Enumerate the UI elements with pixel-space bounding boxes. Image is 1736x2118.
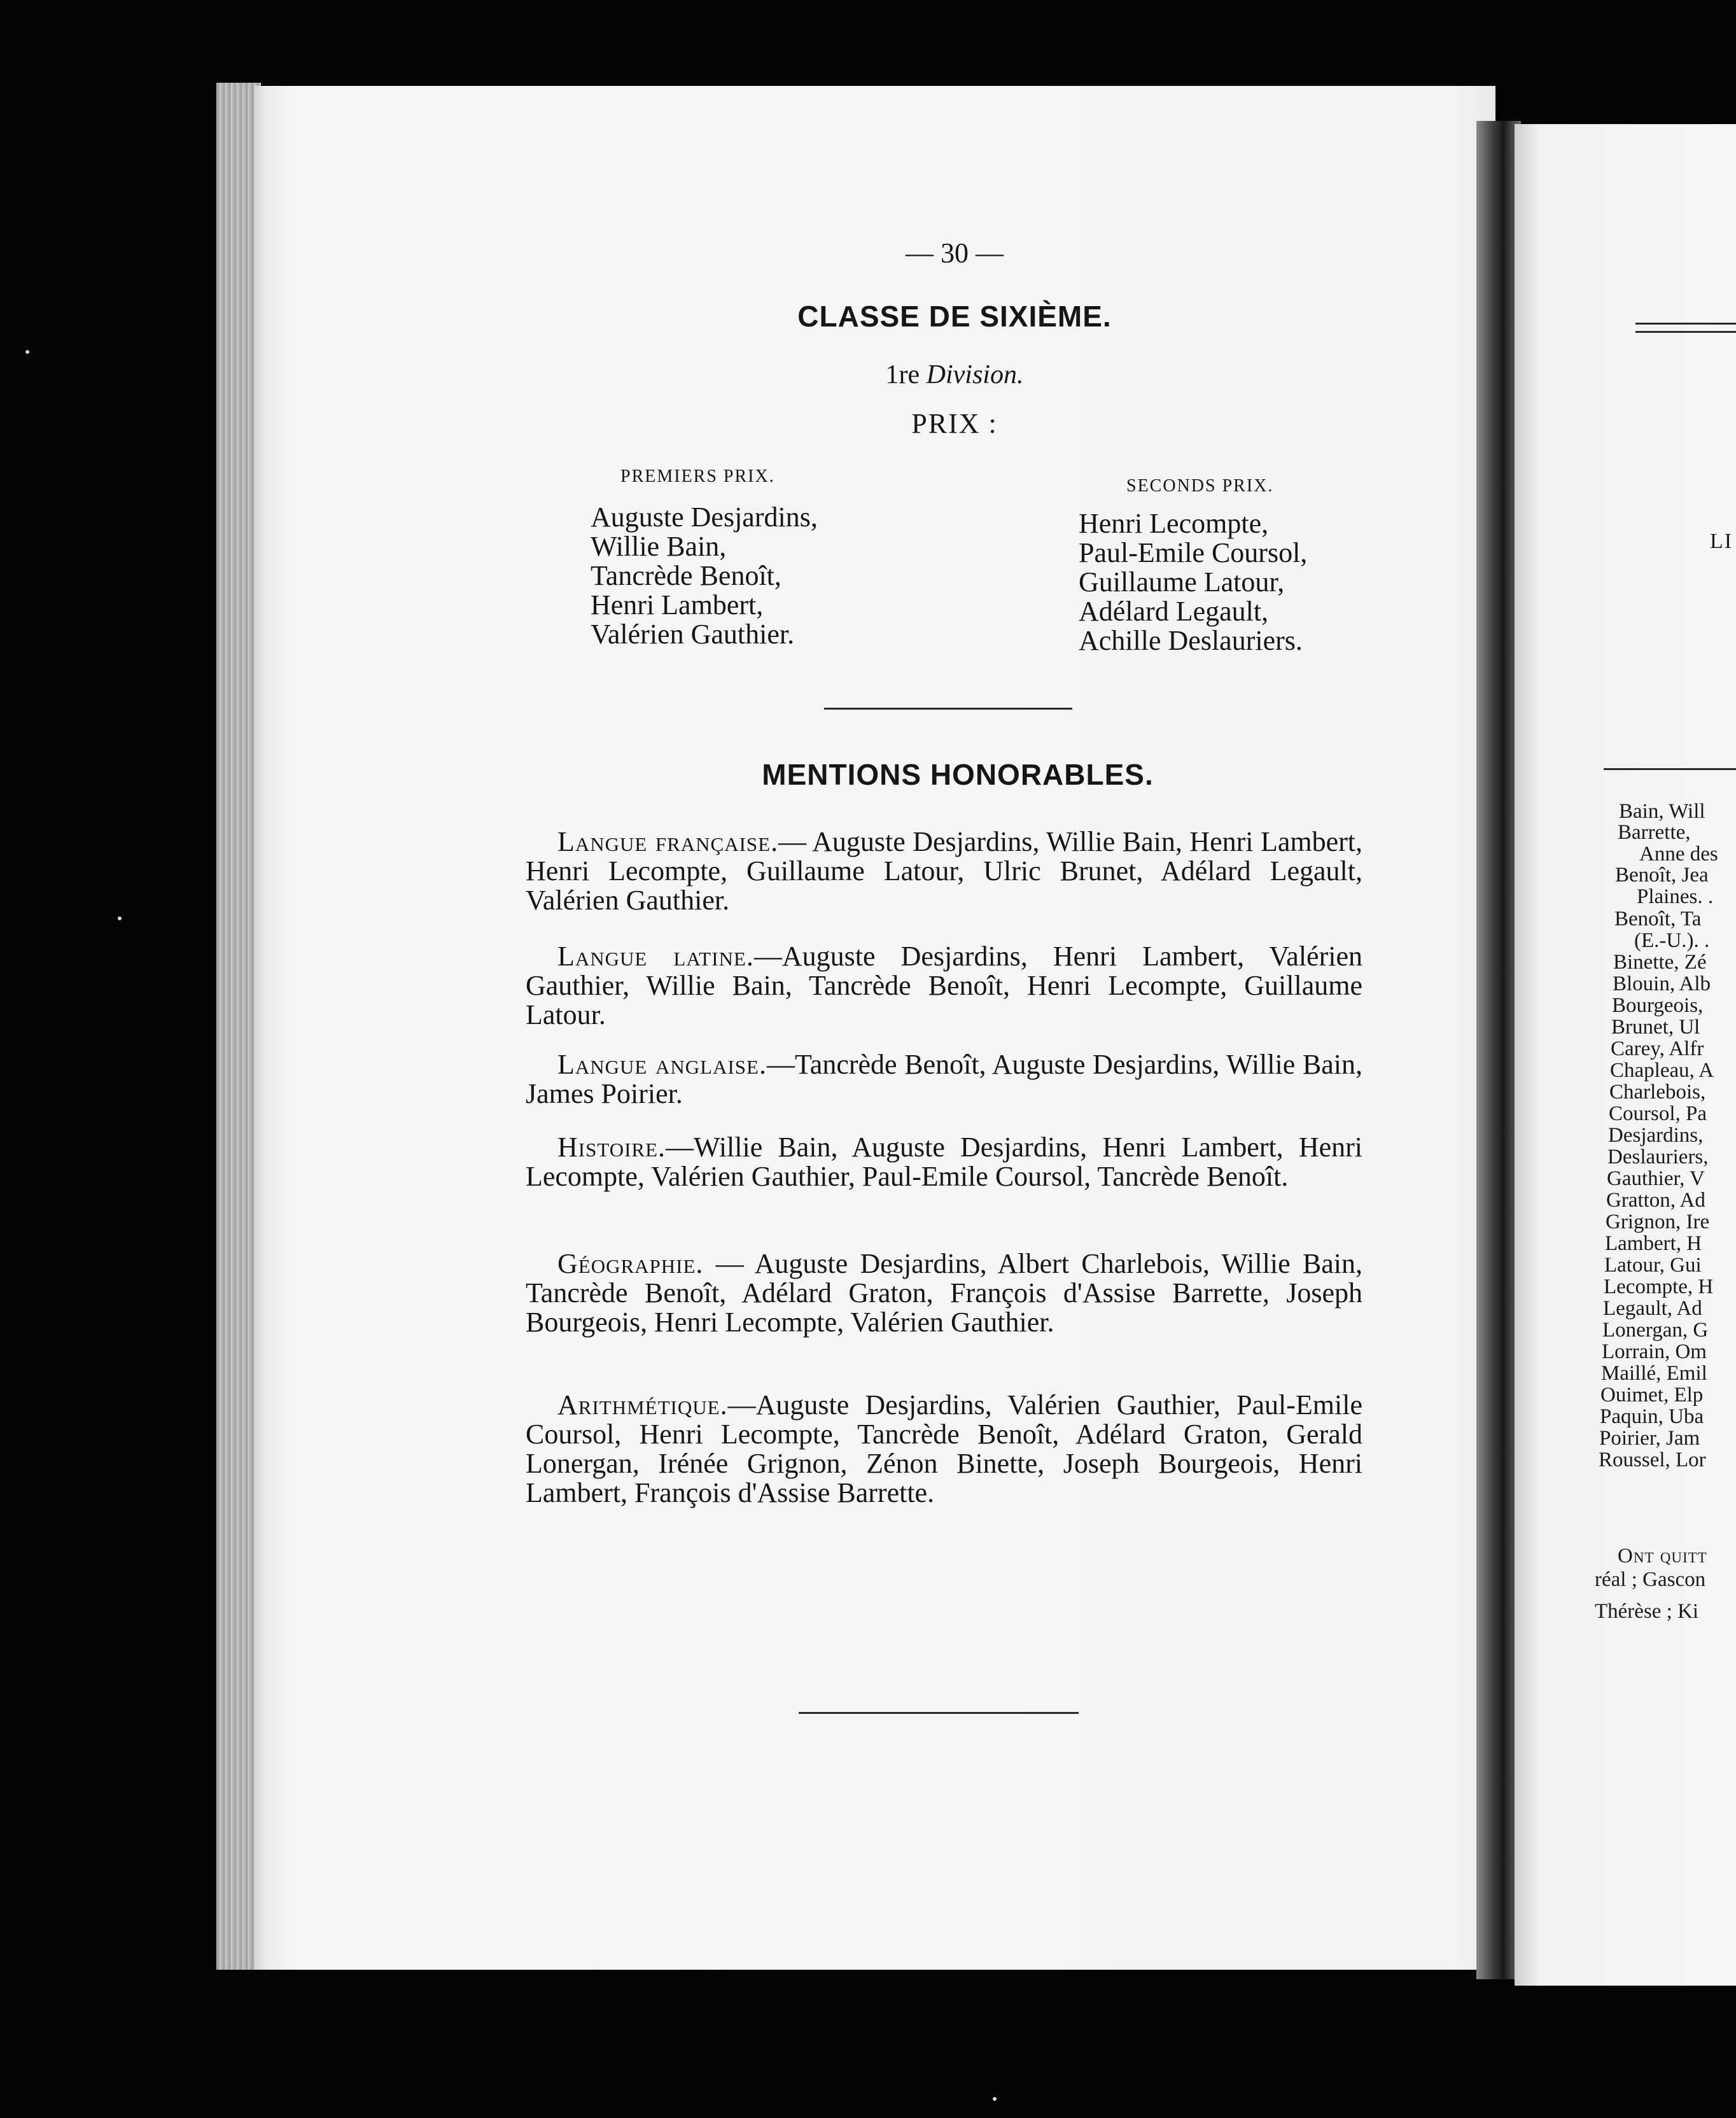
list-item: Adélard Legault, [1079, 596, 1269, 627]
list-item: Bourgeois, [1612, 994, 1704, 1017]
list-item: Bain, Will [1619, 800, 1705, 823]
list-item: Blouin, Alb [1613, 972, 1711, 995]
list-item: (E.-U.). . [1634, 929, 1710, 952]
list-item: Maillé, Emil [1601, 1362, 1707, 1385]
right-page-content [1515, 124, 1736, 1986]
mention-paragraph [526, 1050, 1362, 1109]
list-item: Valérien Gauthier. [591, 619, 795, 650]
list-item: Gauthier, V [1607, 1167, 1705, 1190]
seconds-prix-heading: SECONDS PRIX. [1126, 476, 1274, 496]
speck [25, 350, 29, 354]
list-item: Charlebois, [1609, 1081, 1706, 1104]
list-item: Chapleau, A [1610, 1059, 1714, 1082]
prix-heading: PRIX : [911, 408, 998, 439]
list-item: Auguste Desjardins, [591, 501, 818, 533]
footer-fragment: Thérèse ; Ki [1595, 1600, 1699, 1623]
list-item: Tancrède Benoît, [591, 560, 781, 591]
premiers-prix-list [591, 503, 818, 649]
footer-fragment: Ont quitt [1618, 1545, 1707, 1567]
list-item: Willie Bain, [591, 531, 727, 562]
list-item: Grignon, Ire [1606, 1210, 1710, 1233]
list-item: Benoît, Ta [1614, 908, 1702, 930]
list-item: Deslauriers, [1607, 1146, 1709, 1168]
list-item: Paquin, Uba [1600, 1405, 1704, 1428]
list-item: Binette, Zé [1613, 951, 1707, 974]
mention-subject: Langue française. [557, 826, 779, 857]
mention-text: —Auguste Desjardins, Valérien Gauthier, Paul-Emile Coursol, Henri Lecompte, Tancrède Benoît, Adélard Graton, Gerald Lonergan, Irénée Grignon, Zénon Binette, Joseph Bourgeois, Henri Lambert, François d'Assise Barrette. [526, 1389, 1362, 1508]
double-rule-bottom [1635, 331, 1736, 333]
class-title: CLASSE DE SIXIÈME. [797, 300, 1112, 333]
list-item: Gratton, Ad [1606, 1189, 1705, 1212]
list-item: Achille Deslauriers. [1079, 625, 1303, 656]
list-item: Henri Lambert, [591, 589, 764, 621]
mention-text: —Willie Bain, Auguste Desjardins, Henri Lambert, Henri Lecompte, Valérien Gauthier, Paul-Emile Coursol, Tancrède Benoît. [526, 1132, 1362, 1192]
double-rule-top [1635, 323, 1736, 325]
seconds-prix-list [1079, 509, 1307, 656]
list-item: Plaines. . [1637, 885, 1714, 908]
mention-text: — Auguste Desjardins, Willie Bain, Henri Lambert, Henri Lecompte, Guillaume Latour, Ulric Brunet, Adélard Legault, Valérien Gauthier. [526, 826, 1362, 916]
mention-subject: Arithmétique. [557, 1389, 728, 1420]
divider-rule [799, 1712, 1079, 1714]
list-item: Legault, Ad [1603, 1297, 1702, 1320]
footer-fragment: réal ; Gascon [1595, 1568, 1706, 1591]
divider-rule [824, 708, 1072, 710]
list-item: Latour, Gui [1604, 1254, 1702, 1277]
mention-paragraph [526, 827, 1362, 915]
list-item: Roussel, Lor [1599, 1448, 1706, 1471]
list-item: Brunet, Ul [1611, 1016, 1700, 1039]
list-item: Coursol, Pa [1609, 1102, 1707, 1125]
list-item: Carey, Alfr [1611, 1037, 1704, 1060]
division-ordinal: 1re [885, 360, 920, 389]
mention-paragraph [526, 1133, 1362, 1191]
premiers-prix-heading: PREMIERS PRIX. [620, 466, 775, 486]
division-word: Division. [926, 360, 1024, 389]
mention-text: —Auguste Desjardins, Henri Lambert, Valérien Gauthier, Willie Bain, Tancrède Benoît, Henri Lecompte, Guillaume Latour. [526, 941, 1362, 1030]
mention-text: —Tancrède Benoît, Auguste Desjardins, Willie Bain, James Poirier. [526, 1049, 1362, 1109]
list-item: Lorrain, Om [1602, 1340, 1707, 1363]
mention-paragraph [526, 942, 1362, 1030]
list-item: Barrette, [1618, 821, 1691, 844]
mention-subject: Géographie. [557, 1248, 704, 1279]
list-item: Lecompte, H [1604, 1275, 1714, 1298]
page-number: — 30 — [906, 237, 1004, 269]
mentions-title: MENTIONS HONORABLES. [762, 758, 1154, 791]
right-heading-fragment: LI [1710, 530, 1733, 553]
list-item: Lonergan, G [1602, 1319, 1709, 1342]
list-item: Desjardins, [1608, 1124, 1704, 1147]
speck [993, 2097, 997, 2101]
speck [118, 916, 122, 920]
list-item: Benoît, Jea [1615, 864, 1709, 887]
mention-text: — Auguste Desjardins, Albert Charlebois, Willie Bain, Tancrède Benoît, Adélard Graton, François d'Assise Barrette, Joseph Bourgeois, Henri Lecompte, Valérien Gauthier. [526, 1248, 1362, 1338]
list-item: Paul-Emile Coursol, [1079, 537, 1308, 568]
list-item: Henri Lecompte, [1079, 508, 1269, 539]
list-item: Poirier, Jam [1599, 1427, 1700, 1450]
mention-subject: Histoire. [557, 1132, 666, 1163]
list-item: Guillaume Latour, [1079, 566, 1285, 598]
list-item: Ouimet, Elp [1600, 1384, 1704, 1406]
list-item: Lambert, H [1605, 1232, 1702, 1255]
mention-paragraph [526, 1391, 1362, 1508]
mention-subject: Langue latine. [557, 941, 754, 972]
mention-subject: Langue anglaise. [557, 1049, 767, 1080]
mention-paragraph [526, 1249, 1362, 1337]
right-divider [1604, 768, 1736, 770]
division-heading [783, 360, 1126, 390]
list-item: Anne des [1639, 843, 1718, 866]
